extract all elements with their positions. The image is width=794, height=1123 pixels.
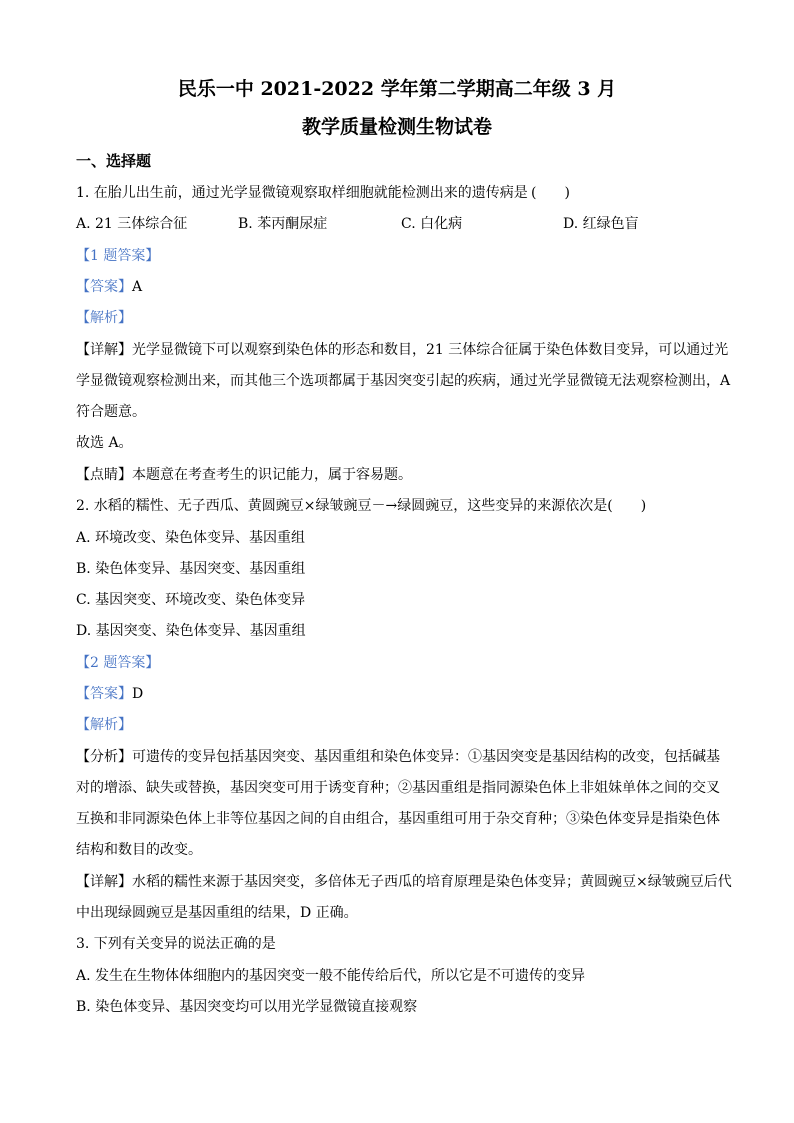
q1-analysis-header: 【解析】 — [76, 310, 132, 326]
q3-stem: 3. 下列有关变异的说法正确的是 — [76, 936, 276, 952]
q3-option-a: A. 发生在生物体体细胞内的基因突变一般不能传给后代，所以它是不可遗传的变异 — [76, 968, 586, 984]
q1-conclusion: 故选 A。 — [76, 435, 133, 451]
q2-answer-tag: 【答案】 — [76, 686, 132, 702]
q1-detail-line-3: 符合题意。 — [76, 404, 146, 420]
q2-answer-value: D — [132, 686, 144, 702]
q1-comment — [76, 464, 726, 484]
q2-analysis-tag: 【分析】 — [76, 749, 132, 765]
q2-answer-header: 【2 题答案】 — [76, 655, 160, 671]
q2-analysis-line-4: 结构和数目的改变。 — [76, 842, 202, 858]
q1-option-b: B. 苯丙酮尿症 — [238, 216, 328, 232]
q2-analysis-line-1 — [76, 746, 726, 766]
q1-option-d: D. 红绿色盲 — [563, 216, 639, 232]
q1-detail-tag: 【详解】 — [76, 342, 132, 358]
q2-analysis-line-3: 互换和非同源染色体上非等位基因之间的自由组合，基因重组可用于杂交育种；③染色体变异是指染色体 — [76, 811, 720, 827]
q1-option-a: A. 21 三体综合征 — [76, 216, 188, 232]
q1-answer-value: A — [132, 279, 143, 295]
q1-detail-text-1: 光学显微镜下可以观察到染色体的形态和数目，21 三体综合征属于染色体数目变异，可以通过光 — [132, 342, 729, 358]
q1-answer-tag: 【答案】 — [76, 279, 132, 295]
q2-analysis-text-1: 可遗传的变异包括基因突变、基因重组和染色体变异：①基因突变是基因结构的改变，包括碱基 — [132, 749, 720, 765]
q2-detail-text-1: 水稻的糯性来源于基因突变，多倍体无子西瓜的培育原理是染色体变异；黄圆豌豆×绿皱豌豆后代 — [132, 874, 732, 890]
q1-stem — [76, 182, 726, 202]
q1-option-c: C. 白化病 — [401, 216, 463, 232]
q2-option-c: C. 基因突变、环境改变、染色体变异 — [76, 592, 306, 608]
exam-title-line1: 民乐一中 2021-2022 学年第二学期高二年级 3 月 — [177, 78, 617, 100]
q1-answer — [76, 276, 726, 296]
q2-analysis-line-2: 对的增添、缺失或替换，基因突变可用于诱变育种；②基因重组是指同源染色体上非姐妹单体之间的交叉 — [76, 780, 720, 796]
q1-answer-header: 【1 题答案】 — [76, 248, 160, 264]
q2-option-d: D. 基因突变、染色体变异、基因重组 — [76, 623, 306, 639]
q1-paren: ( ) — [531, 185, 570, 201]
q1-comment-tag: 【点睛】 — [76, 467, 132, 483]
exam-title-line2: 教学质量检测生物试卷 — [301, 116, 492, 138]
q1-detail-line-2: 学显微镜观察检测出来，而其他三个选项都属于基因突变引起的疾病，通过光学显微镜无法观察检测出，A — [76, 373, 731, 389]
q2-stem: 2. 水稻的糯性、无子西瓜、黄圆豌豆×绿皱豌豆－→绿圆豌豆，这些变异的来源依次是( ) — [76, 498, 647, 514]
section-heading: 一、选择题 — [76, 152, 152, 170]
q1-detail-line-1 — [76, 339, 729, 359]
q3-option-b: B. 染色体变异、基因突变均可以用光学显微镜直接观察 — [76, 999, 418, 1015]
q1-comment-text: 本题意在考查考生的识记能力，属于容易题。 — [132, 467, 412, 483]
q2-option-b: B. 染色体变异、基因突变、基因重组 — [76, 561, 306, 577]
q1-options — [76, 213, 726, 233]
q2-detail-tag: 【详解】 — [76, 874, 132, 890]
q2-detail-line-1 — [76, 871, 732, 891]
q2-option-a: A. 环境改变、染色体变异、基因重组 — [76, 530, 306, 546]
q1-stem-text: 1. 在胎儿出生前，通过光学显微镜观察取样细胞就能检测出来的遗传病是 — [76, 185, 528, 201]
q2-analysis-header: 【解析】 — [76, 717, 132, 733]
q2-detail-line-2: 中出现绿圆豌豆是基因重组的结果，D 正确。 — [76, 905, 358, 921]
q2-answer — [76, 683, 726, 703]
